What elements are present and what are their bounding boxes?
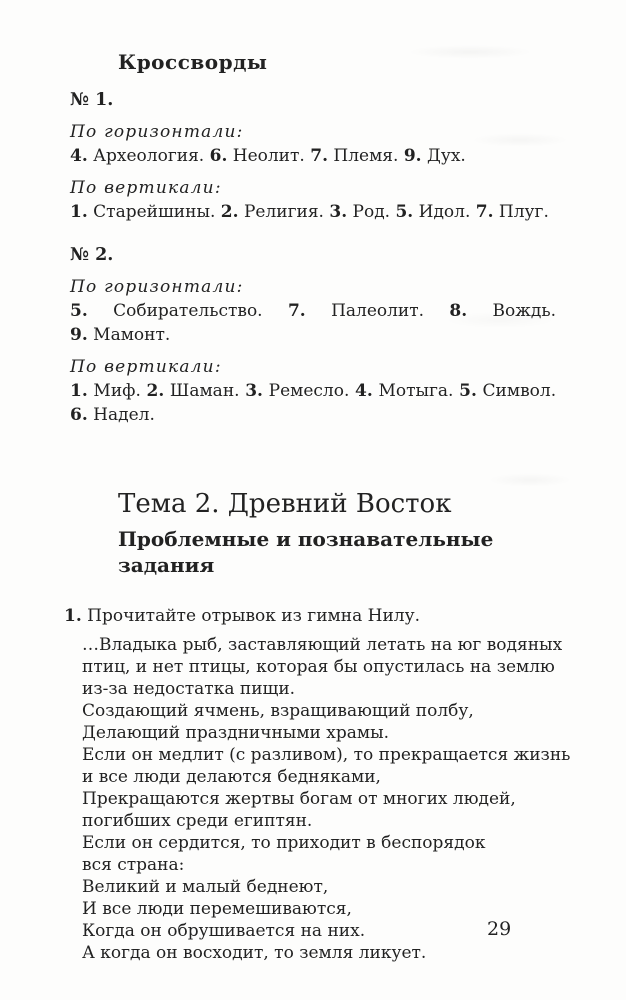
answer-word: Мотыга. bbox=[378, 381, 454, 401]
answer-number: 4. bbox=[355, 381, 373, 401]
answer-word: Шаман. bbox=[169, 381, 240, 401]
task-1 bbox=[64, 604, 556, 628]
hymn-line: вся страна: bbox=[82, 855, 185, 875]
answer-word: Собирательство. bbox=[113, 301, 263, 321]
answer-item bbox=[70, 325, 170, 345]
answer-number: 9. bbox=[70, 325, 88, 345]
theme-subtitle: Проблемные и познавательные задания bbox=[118, 527, 494, 577]
answer-word: Ремесло. bbox=[268, 381, 350, 401]
answer-item bbox=[245, 381, 349, 401]
answer-number: 2. bbox=[220, 202, 239, 222]
hymn-text bbox=[82, 634, 571, 964]
answer-number: 1. bbox=[70, 381, 88, 401]
answer-item bbox=[147, 381, 240, 401]
answer-item bbox=[288, 301, 424, 321]
task-text: Прочитайте отрывок из гимна Нилу. bbox=[87, 606, 420, 626]
hymn-line: …Владыка рыб, заставляющий летать на юг водяных bbox=[82, 635, 563, 655]
hymn-line: Делающий праздничными храмы. bbox=[82, 723, 390, 743]
answer-word: Неолит. bbox=[232, 146, 305, 166]
hymn-line: Если он сердится, то приходит в беспорядок bbox=[82, 833, 486, 853]
answer-number: 5. bbox=[459, 381, 477, 401]
answer-item bbox=[70, 405, 155, 425]
answer-item bbox=[476, 202, 549, 222]
theme-title: Тема 2. Древний Восток bbox=[118, 489, 452, 519]
answer-item bbox=[459, 381, 556, 401]
hymn-line: погибших среди египтян. bbox=[82, 811, 313, 831]
answer-number: 7. bbox=[287, 301, 306, 321]
answer-item bbox=[70, 202, 215, 222]
answer-word: Вождь. bbox=[492, 301, 557, 321]
answers-across bbox=[70, 144, 556, 168]
page-number: 29 bbox=[487, 918, 512, 940]
hymn-line: из-за недостатка пищи. bbox=[82, 679, 296, 699]
answer-word: Дух. bbox=[427, 146, 466, 166]
hymn-line: Прекращаются жертвы богам от многих людей, bbox=[82, 789, 516, 809]
answers-across bbox=[70, 299, 556, 347]
answer-number: 5. bbox=[70, 301, 88, 321]
answer-word: Старейшины. bbox=[93, 202, 216, 222]
direction-label-down: По вертикали: bbox=[70, 357, 222, 377]
answer-number: 9. bbox=[403, 146, 422, 166]
answer-word: Племя. bbox=[333, 146, 399, 166]
answer-word: Идол. bbox=[418, 202, 471, 222]
answer-item bbox=[210, 146, 305, 166]
answer-number: 3. bbox=[329, 202, 348, 222]
direction-label-across: По горизонтали: bbox=[70, 277, 244, 297]
answer-number: 6. bbox=[209, 146, 228, 166]
hymn-line: Великий и малый беднеют, bbox=[82, 877, 329, 897]
answers-down bbox=[70, 379, 556, 427]
hymn-line: А когда он восходит, то земля ликует. bbox=[82, 943, 427, 963]
answer-number: 7. bbox=[475, 202, 494, 222]
answer-item bbox=[329, 202, 390, 222]
answer-word: Надел. bbox=[93, 405, 155, 425]
hymn-line: Создающий ячмень, взращивающий полбу, bbox=[82, 701, 474, 721]
answer-word: Религия. bbox=[243, 202, 324, 222]
crossword-2 bbox=[70, 243, 556, 427]
direction-label-down: По вертикали: bbox=[70, 178, 222, 198]
answer-item bbox=[355, 381, 453, 401]
answer-word: Миф. bbox=[93, 381, 141, 401]
crosswords-section bbox=[70, 88, 556, 427]
hymn-line: и все люди делаются бедняками, bbox=[82, 767, 381, 787]
answer-number: 8. bbox=[449, 301, 468, 321]
answer-number: 3. bbox=[245, 381, 263, 401]
task-number: 1. bbox=[64, 606, 82, 626]
answer-word: Символ. bbox=[482, 381, 557, 401]
hymn-line: И все люди перемешиваются, bbox=[82, 899, 352, 919]
answer-item bbox=[395, 202, 470, 222]
answer-number: 4. bbox=[70, 146, 88, 166]
answer-item bbox=[70, 381, 141, 401]
answer-number: 6. bbox=[70, 405, 88, 425]
answer-word: Род. bbox=[352, 202, 391, 222]
hymn-line: Если он медлит (с разливом), то прекращается жизнь bbox=[82, 745, 571, 765]
answer-number: 7. bbox=[310, 146, 328, 166]
crossword-1 bbox=[70, 88, 556, 224]
puzzle-label: № 2. bbox=[70, 245, 114, 265]
answer-word: Мамонт. bbox=[93, 325, 171, 345]
hymn-line: Когда он обрушивается на них. bbox=[82, 921, 366, 941]
answer-item bbox=[310, 146, 398, 166]
answer-item bbox=[404, 146, 466, 166]
answer-word: Археология. bbox=[93, 146, 205, 166]
answer-number: 2. bbox=[146, 381, 165, 401]
puzzle-label: № 1. bbox=[70, 90, 114, 110]
answer-item bbox=[221, 202, 324, 222]
answer-item bbox=[70, 301, 263, 321]
answer-item bbox=[449, 301, 556, 321]
direction-label-across: По горизонтали: bbox=[70, 122, 244, 142]
answers-down bbox=[70, 200, 556, 224]
answer-word: Палеолит. bbox=[331, 301, 425, 321]
answer-item bbox=[70, 146, 204, 166]
answer-word: Плуг. bbox=[498, 202, 549, 222]
answer-number: 5. bbox=[395, 202, 414, 222]
answer-number: 1. bbox=[70, 202, 88, 222]
hymn-line: птиц, и нет птицы, которая бы опустилась на землю bbox=[82, 657, 555, 677]
crosswords-heading: Кроссворды bbox=[118, 50, 268, 74]
